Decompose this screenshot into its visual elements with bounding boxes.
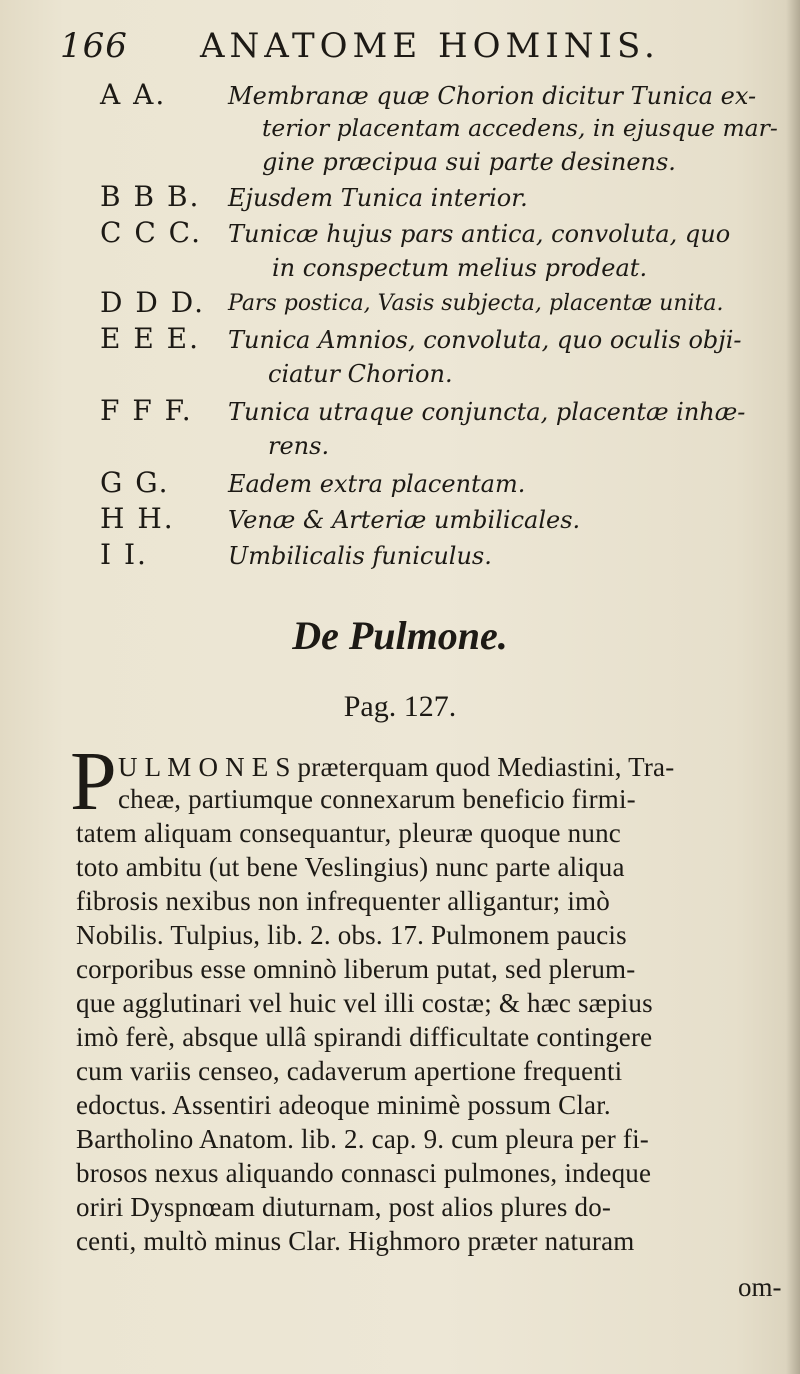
body-line: Nobilis. Tulpius, lib. 2. obs. 17. Pulmonem paucis: [76, 920, 627, 950]
legend-text: Tunicæ hujus pars antica, convoluta, quo: [228, 220, 731, 248]
legend-text: gine præcipua sui parte desinens.: [262, 148, 676, 176]
legend-key: A A.: [100, 78, 167, 111]
body-line: tatem aliquam consequantur, pleuræ quoque nunc: [76, 818, 621, 848]
body-line: U L M O N E S præterquam quod Mediastini, Tra-: [118, 752, 675, 782]
legend-key: B B B.: [100, 180, 201, 213]
drop-cap: P: [70, 735, 117, 828]
legend-text: Membranæ quæ Chorion dicitur Tunica ex-: [228, 82, 757, 110]
legend-key: C C C.: [100, 216, 202, 249]
catchword: om-: [738, 1272, 782, 1302]
page-number: 166: [60, 26, 128, 66]
body-line: centi, multò minus Clar. Highmoro præter naturam: [76, 1226, 635, 1256]
body-line: que agglutinari vel huic vel illi costæ; & hæc sæpius: [76, 988, 653, 1018]
page-edge-shadow: [786, 0, 800, 1374]
section-title: De Pulmone.: [292, 613, 508, 658]
legend-text: in conspectum melius prodeat.: [272, 254, 648, 282]
body-line: toto ambitu (ut bene Veslingius) nunc parte aliqua: [76, 852, 625, 882]
legend-text: Eadem extra placentam.: [228, 470, 526, 498]
legend-text: rens.: [268, 432, 330, 460]
legend-text: Umbilicalis funiculus.: [228, 542, 492, 570]
legend-key: G G.: [100, 466, 170, 499]
legend-key: D D D.: [100, 286, 206, 319]
legend-text: Tunica Amnios, convoluta, quo oculis obji-: [228, 326, 742, 354]
legend-key: F F F.: [100, 394, 193, 427]
running-title: ANATOME HOMINIS.: [200, 26, 660, 66]
body-line: edoctus. Assentiri adeoque minimè possum Clar.: [76, 1090, 611, 1120]
body-line: corporibus esse omninò liberum putat, sed plerum-: [76, 954, 636, 984]
legend-text: ciatur Chorion.: [268, 360, 453, 388]
body-line: cum variis censeo, cadaverum apertione frequenti: [76, 1056, 623, 1086]
page-header: [60, 22, 780, 72]
legend-key: I I.: [100, 538, 148, 571]
body-line: Bartholino Anatom. lib. 2. cap. 9. cum pleura per fi-: [76, 1124, 649, 1154]
legend-text: Pars postica, Vasis subjecta, placentæ unita.: [228, 291, 724, 316]
body-line: cheæ, partiumque connexarum beneficio firmi-: [118, 784, 636, 814]
legend-text: Tunica utraque conjuncta, placentæ inhæ-: [228, 398, 746, 426]
body-line: imò ferè, absque ullâ spirandi difficultate contingere: [76, 1022, 653, 1052]
body-line: fibrosis nexibus non infrequenter alligantur; imò: [76, 886, 610, 916]
body-line: oriri Dyspnœam diuturnam, post alios plures do-: [76, 1192, 612, 1222]
legend-text: Ejusdem Tunica interior.: [228, 184, 528, 212]
legend-key: E E E.: [100, 322, 201, 355]
legend-key: H H.: [100, 502, 175, 535]
legend-text: Venæ & Arteriæ umbilicales.: [228, 506, 581, 534]
page-reference: Pag. 127.: [343, 690, 457, 723]
body-line: brosos nexus aliquando connasci pulmones, indeque: [76, 1158, 652, 1188]
legend-text: terior placentam accedens, in ejusque mar-: [262, 114, 778, 142]
